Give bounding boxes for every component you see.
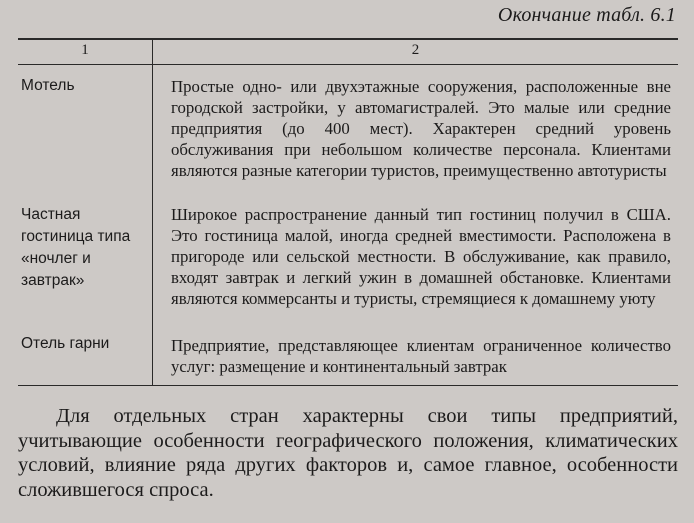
table-caption: Окончание табл. 6.1: [497, 4, 676, 26]
table-header-rule: [18, 64, 678, 65]
column-header-1: 1: [81, 42, 89, 58]
row-motel-description: Простые одно- или двухэтажные сооружения, расположенные вне городской застройки, у автомагистралей. Это малые или средние предприятия (до 400 мест). Характерен средний уровень обслуживания при небольшом количестве персонала. Клиентами являются разные категории туристов, преимущественно автотуристы: [171, 77, 671, 180]
row-motel-name: Мотель: [21, 77, 75, 94]
body-paragraph: Для отдельных стран характерны свои типы предприятий, учитывающие особенности географического положения, климатических условий, влияние ряда других факторов и, самое главное, особенности сложившегося спроса.: [18, 405, 678, 501]
column-header-2: 2: [411, 42, 420, 58]
row-private-hotel-name: Частная гостиница типа «ночлег и завтрак»: [21, 206, 131, 289]
row-garni-description: Предприятие, представляющее клиентам ограниченное количество услуг: размещение и континентальный завтрак: [171, 336, 671, 376]
row-garni-name: Отель гарни: [21, 335, 110, 352]
table-top-rule: [18, 38, 678, 40]
row-private-hotel-description: Широкое распространение данный тип гостиниц получил в США. Это гостиница малой, иногда средней вместимости. Расположена в пригороде или сельской местности. В обслуживание, как правило, входят завтрак и легкий ужин в домашней обстановке. Клиентами являются коммерсанты и туристы, стремящиеся к домашнему уюту: [171, 205, 671, 308]
table-column-divider: [152, 38, 153, 385]
table-bottom-rule: [18, 385, 678, 386]
